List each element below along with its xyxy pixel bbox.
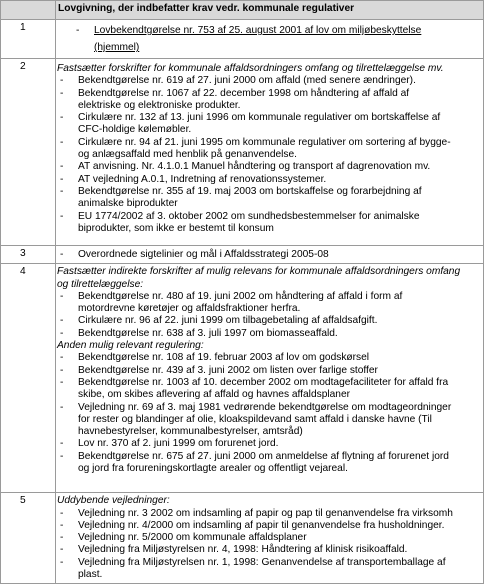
list-item: - Vejledning nr. 3 2002 om indsamling af papir og pap til genanvendelse fra virksomh <box>56 508 483 520</box>
list-item: - Bekendtgørelse nr. 480 af 19. juni 2002 om håndtering af affald i form af motordrevne køretøjer og affaldsfraktioner herfra. <box>56 291 483 316</box>
item-line: Vejledning nr. 5/2000 om kommunale affaldsplaner <box>78 532 307 544</box>
item-line: Overordnede sigtelinier og mål i Affaldsstrategi 2005-08 <box>78 249 329 260</box>
section-row-3 <box>1 246 484 264</box>
section-number: 1 <box>20 22 26 33</box>
section-number: 3 <box>20 248 26 259</box>
section-number: 4 <box>20 266 26 278</box>
item-line: animalske biprodukter <box>78 198 178 210</box>
item-line: AT anvisning. Nr. 4.1.0.1 Manuel håndtering og transport af dagrenovation mv. <box>78 161 431 173</box>
list-item: - Overordnede sigtelinier og mål i Affaldsstrategi 2005-08 <box>56 249 483 261</box>
item-line: Lov nr. 370 af 2. juni 1999 om forurenet jord. <box>78 438 279 450</box>
section-intro: og tilrettelæggelse: <box>57 278 144 290</box>
item-line: Vejledning fra Miljøstyrelsen nr. 1, 1998: Genanvendelse af transportemballage af <box>78 556 446 568</box>
item-line: Bekendtgørelse nr. 480 af 19. juni 2002 om håndtering af affald i form af <box>78 290 403 302</box>
item-line: Bekendtgørelse nr. 675 af 27. juni 2000 om anmeldelse af flytning af forurenet jord <box>78 450 449 462</box>
item-line: biprodukter, som ikke er bestemt til konsum <box>78 222 274 234</box>
list-item: - Vejledning nr. 69 af 3. maj 1981 vedrørende bekendtgørelse om modtageordninger for rester og blandinger af olie, kloakspildevand samt affald i danske havne (Til havnebestyrelser, kommunalbestyrelser, amtsråd) <box>56 402 483 439</box>
list-item: - Bekendtgørelse nr. 355 af 19. maj 2003 om bortskaffelse og forarbejdning af animalske biprodukter <box>56 186 483 211</box>
section-content-5 <box>56 493 484 584</box>
section-number: 5 <box>20 495 26 507</box>
item-line: Bekendtgørelse nr. 1003 af 10. december 2002 om modtagefaciliteter for affald fra <box>78 376 449 388</box>
list-item: - Cirkulære nr. 132 af 13. juni 1996 om kommunale regulativer om bortskaffelse af CFC-holdige kølemøbler. <box>56 112 483 137</box>
list-item: - AT vejledning A.0.1, Indretning af renovationssystemer. <box>56 174 483 186</box>
section-number: 2 <box>20 61 26 72</box>
item-line: Vejledning nr. 4/2000 om indsamling af papir til genanvendelse fra husholdninger. <box>78 519 445 531</box>
list-item: - Vejledning fra Miljøstyrelsen nr. 4, 1998: Håndtering af klinisk risikoaffald. <box>56 544 483 556</box>
section-intro: Fastsætter forskrifter for kommunale affaldsordningers omfang og tilrettelæggelse mv. <box>57 63 444 74</box>
section-content-1 <box>56 20 484 59</box>
list-item <box>56 25 483 55</box>
item-line: Vejledning nr. 69 af 3. maj 1981 vedrørende bekendtgørelse om modtageordninger <box>78 401 452 413</box>
section-row-1 <box>1 20 484 59</box>
list-item: - Cirkulære nr. 96 af 22. juni 1999 om tilbagebetaling af affaldsafgift. <box>56 315 483 327</box>
list-dash: - <box>76 25 80 36</box>
table-header-row <box>1 1 484 20</box>
item-line: Vejledning fra Miljøstyrelsen nr. 4, 1998: Håndtering af klinisk risikoaffald. <box>78 544 408 556</box>
section-content-2 <box>56 59 484 246</box>
section-content-4 <box>56 264 484 493</box>
item-line: Bekendtgørelse nr. 439 af 3. juni 2002 om listen over farlige stoffer <box>78 364 378 376</box>
item-line: elektriske og elektroniske produkter. <box>78 99 241 111</box>
item-line: skibe, om skibes aflevering af affald og havnes affaldsplaner <box>78 389 351 401</box>
list-item: - Cirkulære nr. 94 af 21. juni 1995 om kommunale regulativer om sortering af bygge- og anlægsaffald med henblik på genanvendelse. <box>56 137 483 162</box>
section-content-3 <box>56 246 484 264</box>
item-line: motordrevne køretøjer og affaldsfraktioner herfra. <box>78 303 301 315</box>
item-line: havnebestyrelser, kommunalbestyrelser, amtsråd) <box>78 426 303 438</box>
item-line: Cirkulære nr. 132 af 13. juni 1996 om kommunale regulativer om bortskaffelse af <box>78 112 441 124</box>
item-line: (hjemmel) <box>94 42 140 54</box>
section-intro: Fastsætter indirekte forskrifter af mulig relevans for kommunale affaldsordningers omfang <box>57 266 461 278</box>
list-item: - Bekendtgørelse nr. 675 af 27. juni 2000 om anmeldelse af flytning af forurenet jord og jord fra forureningskortlagte arealer og offentligt vejareal. <box>56 451 483 476</box>
item-line: AT vejledning A.0.1, Indretning af renovationssystemer. <box>78 173 327 185</box>
item-line: og jord fra forureningskortlagte arealer og offentligt vejareal. <box>78 463 348 475</box>
item-line: plast. <box>78 569 103 581</box>
item-line: CFC-holdige kølemøbler. <box>78 124 192 136</box>
section-row-5 <box>1 493 484 584</box>
header-number-cell <box>1 1 56 20</box>
item-line: Bekendtgørelse nr. 355 af 19. maj 2003 om bortskaffelse og forarbejdning af <box>78 185 422 197</box>
list-item: - Bekendtgørelse nr. 638 af 3. juli 1997 om biomasseaffald. <box>56 328 483 340</box>
section-row-2 <box>1 59 484 246</box>
item-line: EU 1774/2002 af 3. oktober 2002 om sundhedsbestemmelser for animalske <box>78 210 420 222</box>
list-item: - Bekendtgørelse nr. 1067 af 22. december 1998 om håndtering af affald af elektriske og elektroniske produkter. <box>56 88 483 113</box>
item-line: Cirkulære nr. 94 af 21. juni 1995 om kommunale regulativer om sortering af bygge- <box>78 136 451 148</box>
item-line: og anlægsaffald med henblik på genanvendelse. <box>78 149 298 161</box>
item-line: Bekendtgørelse nr. 108 af 19. februar 2003 af lov om godskørsel <box>78 352 370 364</box>
item-line: Bekendtgørelse nr. 638 af 3. juli 1997 om biomasseaffald. <box>78 327 338 339</box>
section-intro: Uddybende vejledninger: <box>57 495 170 507</box>
list-item: - Bekendtgørelse nr. 439 af 3. juni 2002 om listen over farlige stoffer <box>56 365 483 377</box>
table-title: Lovgivning, der indbefatter krav vedr. kommunale regulativer <box>56 1 484 20</box>
list-item: - Lov nr. 370 af 2. juni 1999 om forurenet jord. <box>56 438 483 450</box>
list-item: - Bekendtgørelse nr. 108 af 19. februar 2003 af lov om godskørsel <box>56 352 483 364</box>
list-item: - AT anvisning. Nr. 4.1.0.1 Manuel håndtering og transport af dagrenovation mv. <box>56 161 483 173</box>
list-item: - Vejledning nr. 5/2000 om kommunale affaldsplaner <box>56 532 483 544</box>
item-line: Cirkulære nr. 96 af 22. juni 1999 om tilbagebetaling af affaldsafgift. <box>78 315 378 327</box>
item-line: for rester og blandinger af olie, kloakspildevand samt affald i danske havne (Til <box>78 413 432 425</box>
item-line: Bekendtgørelse nr. 1067 af 22. december 1998 om håndtering af affald af <box>78 87 410 99</box>
list-item: - Vejledning fra Miljøstyrelsen nr. 1, 1998: Genanvendelse af transportemballage af plast. <box>56 557 483 582</box>
list-item: - Bekendtgørelse nr. 1003 af 10. december 2002 om modtagefaciliteter for affald fra skibe, om skibes aflevering af affald og havnes affaldsplaner <box>56 377 483 402</box>
list-item: - Vejledning nr. 4/2000 om indsamling af papir til genanvendelse fra husholdninger. <box>56 520 483 532</box>
list-item: - Bekendtgørelse nr. 619 af 27. juni 2000 om affald (med senere ændringer). <box>56 75 483 87</box>
item-line: Vejledning nr. 3 2002 om indsamling af papir og pap til genanvendelse fra virksomh <box>78 507 453 519</box>
item-line: Bekendtgørelse nr. 619 af 27. juni 2000 om affald (med senere ændringer). <box>78 75 416 87</box>
item-line: Lovbekendtgørelse nr. 753 af 25. august 2001 af lov om miljøbeskyttelse <box>94 25 422 36</box>
section-subheading: Anden mulig relevant regulering: <box>57 340 204 352</box>
list-item: - EU 1774/2002 af 3. oktober 2002 om sundhedsbestemmelser for animalske biprodukter, som ikke er bestemt til konsum <box>56 211 483 236</box>
section-row-4 <box>1 264 484 493</box>
